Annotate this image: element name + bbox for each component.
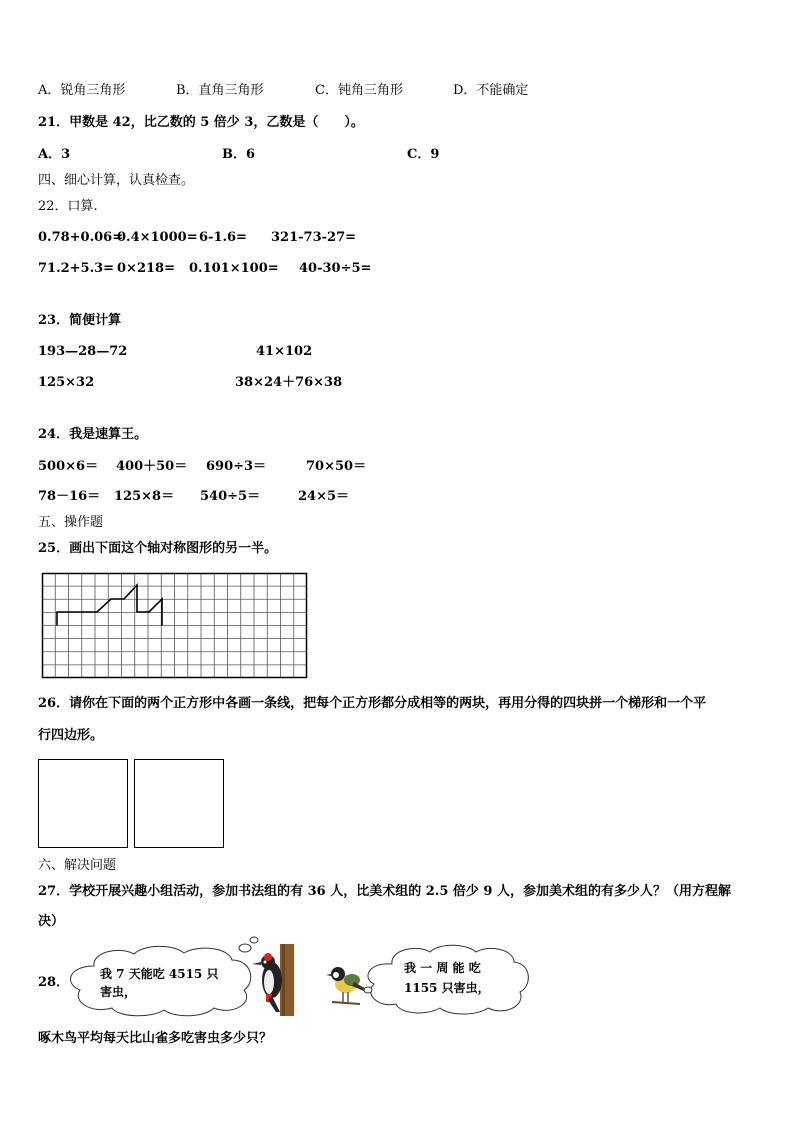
q20-option-d: D．不能确定 [453, 83, 529, 98]
q22-item: 0.78+0.06= [38, 230, 124, 245]
q24-item: 78－16＝ [38, 489, 101, 504]
half-shape [57, 585, 162, 626]
q20-option-c: C．钝角三角形 [315, 83, 403, 98]
q23-item: 41×102 [256, 344, 313, 359]
section6-title: 六、解决问题 [38, 858, 117, 873]
q24-item: 70×50＝ [306, 459, 367, 474]
bubble2-line2: 1155 只害虫， [404, 981, 490, 995]
q24-item: 125×8＝ [114, 489, 175, 504]
q26-line1: 26．请你在下面的两个正方形中各画一条线，把每个正方形都分成相等的两块，再用分得的四块拼一个梯形和一个平 [38, 696, 707, 711]
q24-item: 400＋50＝ [116, 459, 188, 474]
q23-item: 38×24＋76×38 [235, 375, 343, 390]
q21-option-b: B．6 [222, 147, 256, 162]
q25-title: 25．画出下面这个轴对称图形的另一半。 [38, 541, 278, 556]
q28-question: 啄木鸟平均每天比山雀多吃害虫多少只？ [38, 1031, 273, 1046]
q22-item: 321-73-27= [271, 230, 357, 245]
q24-item: 690÷3＝ [206, 459, 267, 474]
square-left [38, 759, 128, 848]
section4-title: 四、细心计算，认真检查。 [38, 173, 195, 188]
symmetry-grid [42, 573, 307, 678]
q24-item: 540÷5＝ [200, 489, 261, 504]
square-right [134, 759, 224, 848]
q27-line1: 27．学校开展兴趣小组活动，参加书法组的有 36 人，比美术组的 2.5 倍少 9 人，参加美术组的有多少人？（用方程解 [38, 884, 731, 899]
bubble2-line1: 我 一 周 能 吃 [404, 961, 481, 975]
q22-item: 0.4×1000= [117, 230, 198, 245]
q21-option-c: C．9 [407, 147, 440, 162]
q22-item: 40-30÷5= [299, 261, 372, 276]
bubble1-line2: 害虫， [100, 985, 137, 999]
q21-option-a: A．3 [38, 147, 71, 162]
q22-item: 0×218= [117, 261, 175, 276]
q20-option-a: A．锐角三角形 [38, 83, 126, 98]
q24-item: 24×5＝ [298, 489, 350, 504]
q23-item: 193—28—72 [38, 344, 128, 359]
woodpecker-icon [252, 942, 298, 1016]
q24-title: 24．我是速算王。 [38, 427, 148, 442]
q24-item: 500×6＝ [38, 459, 99, 474]
q22-item: 6-1.6= [199, 230, 247, 245]
q27-line2: 决） [38, 914, 65, 929]
q22-item: 71.2+5.3= [38, 261, 115, 276]
bubble1-line1: 我 7 天能吃 4515 只 [100, 967, 219, 981]
q20-option-b: B．直角三角形 [176, 83, 264, 98]
section5-title: 五、操作题 [38, 515, 104, 530]
q23-item: 125×32 [38, 375, 95, 390]
q21-stem: 21．甲数是 42，比乙数的 5 倍少 3，乙数是（ ）。 [38, 115, 364, 130]
q22-item: 0.101×100= [189, 261, 279, 276]
q26-line2: 行四边形。 [38, 728, 104, 743]
q22-title: 22．口算. [38, 199, 98, 214]
q28-label: 28． [38, 975, 70, 990]
q23-title: 23．简便计算 [38, 313, 122, 328]
